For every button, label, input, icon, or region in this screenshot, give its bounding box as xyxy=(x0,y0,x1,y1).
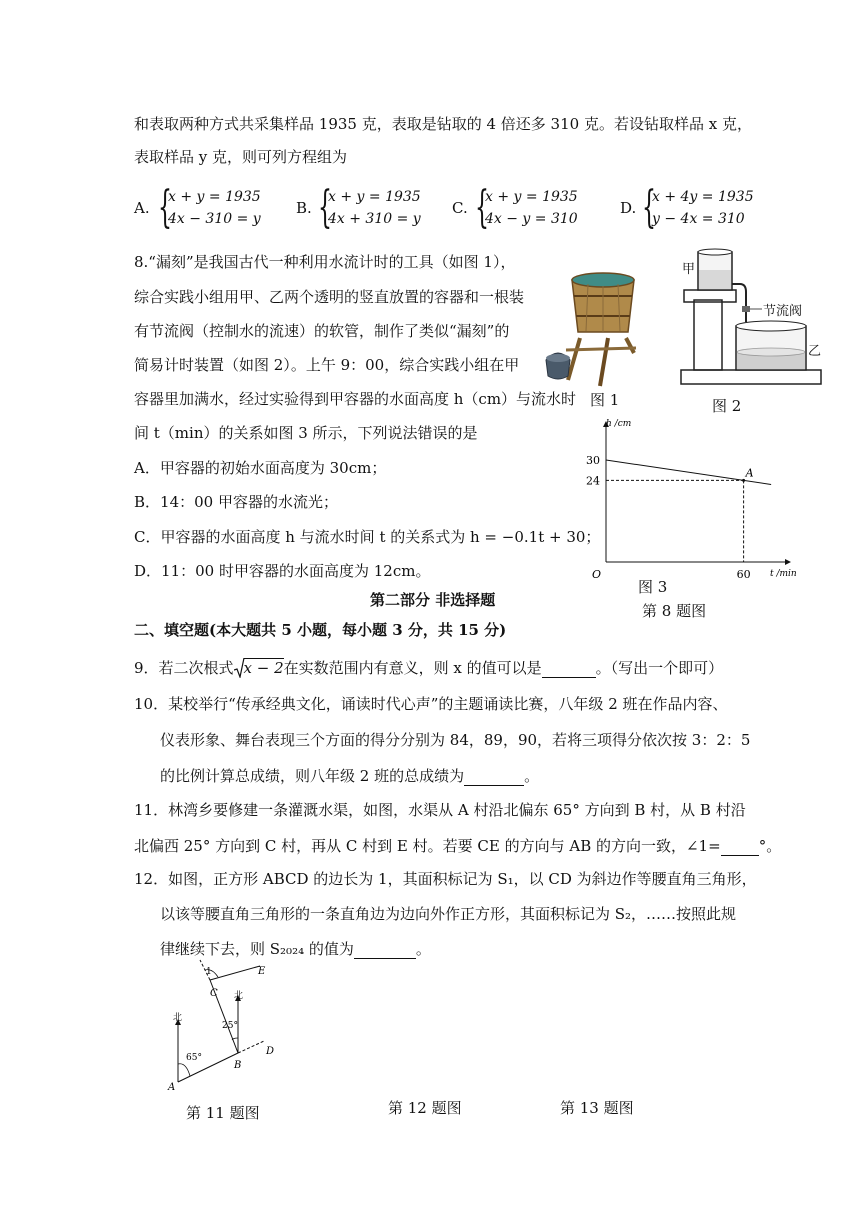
fig11-north-b: 北 xyxy=(234,991,244,1001)
y-axis-label: h /cm xyxy=(606,419,632,429)
fig11-angle-25: 25° xyxy=(222,1021,238,1031)
q10-line3-text: 的比例计算总成绩，则八年级 2 班的总成绩为 xyxy=(160,767,465,785)
q8-option-a: A．甲容器的初始水面高度为 30cm； xyxy=(134,459,387,477)
q7-option-a-label: A. xyxy=(134,199,150,217)
q9-prefix: 9．若二次根式 xyxy=(134,659,234,677)
fig11-label-b: B xyxy=(234,1060,242,1071)
q7-line1: 和表取两种方式共采集样品 1935 克，表取是钻取的 4 倍还多 310 克。若设钻取样品 x 克， xyxy=(134,115,752,133)
figure-2-caption: 图 2 xyxy=(712,397,742,415)
q7-option-a-eq1: x + y = 1935 xyxy=(168,189,261,205)
q7-option-c-label: C. xyxy=(452,199,468,217)
q10-line3-tail: 。 xyxy=(524,767,540,785)
figure-11-caption: 第 11 题图 xyxy=(186,1104,260,1122)
q12-line3-text: 律继续下去，则 S₂₀₂₄ 的值为 xyxy=(160,940,354,958)
y-tick-24: 24 xyxy=(586,474,600,488)
q8-option-b: B．14：00 甲容器的水流光； xyxy=(134,493,338,511)
q10-line1: 10．某校举行“传承经典文化，诵读时代心声”的主题诵读比赛，八年级 2 班在作品内容、 xyxy=(134,695,728,713)
section-2-title: 第二部分 非选择题 xyxy=(370,591,496,609)
figure-8-group-caption: 第 8 题图 xyxy=(642,602,707,620)
q11-line2-text: 北偏西 25° 方向到 C 村，再从 C 村到 E 村。若要 CE 的方向与 AB 的方向一致，∠1= xyxy=(134,837,721,855)
q12-line3 xyxy=(160,938,431,959)
origin-label: O xyxy=(592,568,602,581)
q7-option-b-eq2: 4x + 310 = y xyxy=(328,211,421,227)
q12-line3-tail: 。 xyxy=(415,940,431,958)
q12-line2: 以该等腰直角三角形的一条直角边为边向外作正方形，其面积标记为 S₂，……按照此规 xyxy=(160,905,737,923)
y-tick-30: 30 xyxy=(586,454,600,467)
x-axis-label: t /min xyxy=(770,569,797,579)
q8-line-2: 综合实践小组用甲、乙两个透明的竖直放置的容器和一根装 xyxy=(134,288,525,306)
figure-13-caption: 第 13 题图 xyxy=(560,1099,634,1117)
q8-line-3: 有节流阀（控制水的流速）的软管，制作了类似“漏刻”的 xyxy=(134,322,510,340)
q12-answer-blank[interactable] xyxy=(354,938,416,959)
angle-65-arc xyxy=(178,1064,190,1076)
figure-1-clepsydra xyxy=(538,268,648,390)
figure-2-label-jia: 甲 xyxy=(682,262,696,277)
figure-2-label-valve: 节流阀 xyxy=(763,304,803,319)
figure-2-label-yi: 乙 xyxy=(808,344,822,359)
figure-2-apparatus xyxy=(676,248,826,390)
q9-radical xyxy=(234,658,284,678)
fig11-label-a: A xyxy=(168,1082,176,1093)
figure-12-caption: 第 12 题图 xyxy=(388,1099,462,1117)
fig11-angle-65: 65° xyxy=(186,1053,202,1063)
q11-line2 xyxy=(134,835,781,856)
q8-line-1: 8.“漏刻”是我国古代一种利用水流计时的工具（如图 1）， xyxy=(134,253,516,271)
q7-option-d-eq2: y − 4x = 310 xyxy=(652,211,745,227)
q9-text xyxy=(134,657,723,678)
fig11-angle-1: 1 xyxy=(206,967,212,977)
q9-radicand: x − 2 xyxy=(243,659,284,677)
q7-option-d-label: D. xyxy=(620,199,637,217)
q8-line-6: 间 t（min）的关系如图 3 所示，下列说法错误的是 xyxy=(134,424,478,442)
q7-option-c-eq2: 4x − y = 310 xyxy=(485,211,578,227)
fig11-label-e: E xyxy=(258,966,266,977)
point-a-label: A xyxy=(745,466,754,480)
q12-line1: 12．如图，正方形 ABCD 的边长为 1，其面积标记为 S₁，以 CD 为斜边作等腰直角三角形， xyxy=(134,870,757,888)
figure-3-caption: 图 3 xyxy=(638,578,668,596)
q8-option-c: C．甲容器的水面高度 h 与流水时间 t 的关系式为 h = −0.1t + 30； xyxy=(134,528,601,546)
fig11-label-c: C xyxy=(210,988,218,999)
q9-tail: 。（写出一个即可） xyxy=(595,659,724,677)
q7-option-a-eq2: 4x − 310 = y xyxy=(168,211,261,227)
q7-option-d-eq1: x + 4y = 1935 xyxy=(652,189,754,205)
segment-ce xyxy=(210,966,260,980)
q11-line2-tail: °。 xyxy=(758,837,782,855)
q7-line2: 表取样品 y 克，则可列方程组为 xyxy=(134,148,348,166)
q10-answer-blank[interactable] xyxy=(464,765,524,786)
figure-3-chart xyxy=(578,416,798,586)
fig11-north-a: 北 xyxy=(173,1013,183,1023)
q7-option-b-label: B. xyxy=(296,199,312,217)
brace-icon: { xyxy=(642,182,656,233)
q7-option-c-eq1: x + y = 1935 xyxy=(485,189,578,205)
q11-answer-blank[interactable] xyxy=(721,835,759,856)
q10-line3 xyxy=(160,765,539,786)
q9-suffix: 在实数范围内有意义，则 x 的值可以是 xyxy=(283,659,542,677)
figure-11-diagram xyxy=(160,958,290,1094)
fig11-label-d: D xyxy=(266,1046,275,1057)
x-tick-60: 60 xyxy=(736,568,751,581)
q8-line-5: 容器里加满水，经过实验得到甲容器的水面高度 h（cm）与流水时 xyxy=(134,390,577,408)
q8-line-4: 简易计时装置（如图 2）。上午 9：00，综合实践小组在甲 xyxy=(134,356,520,374)
q7-option-b-eq1: x + y = 1935 xyxy=(328,189,421,205)
q9-answer-blank[interactable] xyxy=(542,657,596,678)
sqrt-icon xyxy=(234,658,245,678)
figure-1-caption: 图 1 xyxy=(590,391,620,409)
q10-line2: 仪表形象、舞台表现三个方面的得分分别为 84，89，90，若将三项得分依次按 3：2：5 xyxy=(160,731,751,749)
q11-line1: 11．林湾乡要修建一条灌溉水渠，如图，水渠从 A 村沿北偏东 65° 方向到 B 村，从 B 村沿 xyxy=(134,801,746,819)
section-2-heading: 二、填空题(本大题共 5 小题，每小题 3 分，共 15 分) xyxy=(134,621,507,639)
segment-bd xyxy=(238,1041,264,1053)
brace-icon: { xyxy=(475,182,489,233)
brace-icon: { xyxy=(158,182,172,233)
brace-icon: { xyxy=(318,182,332,233)
q8-option-d: D．11：00 时甲容器的水面高度为 12cm。 xyxy=(134,562,431,580)
